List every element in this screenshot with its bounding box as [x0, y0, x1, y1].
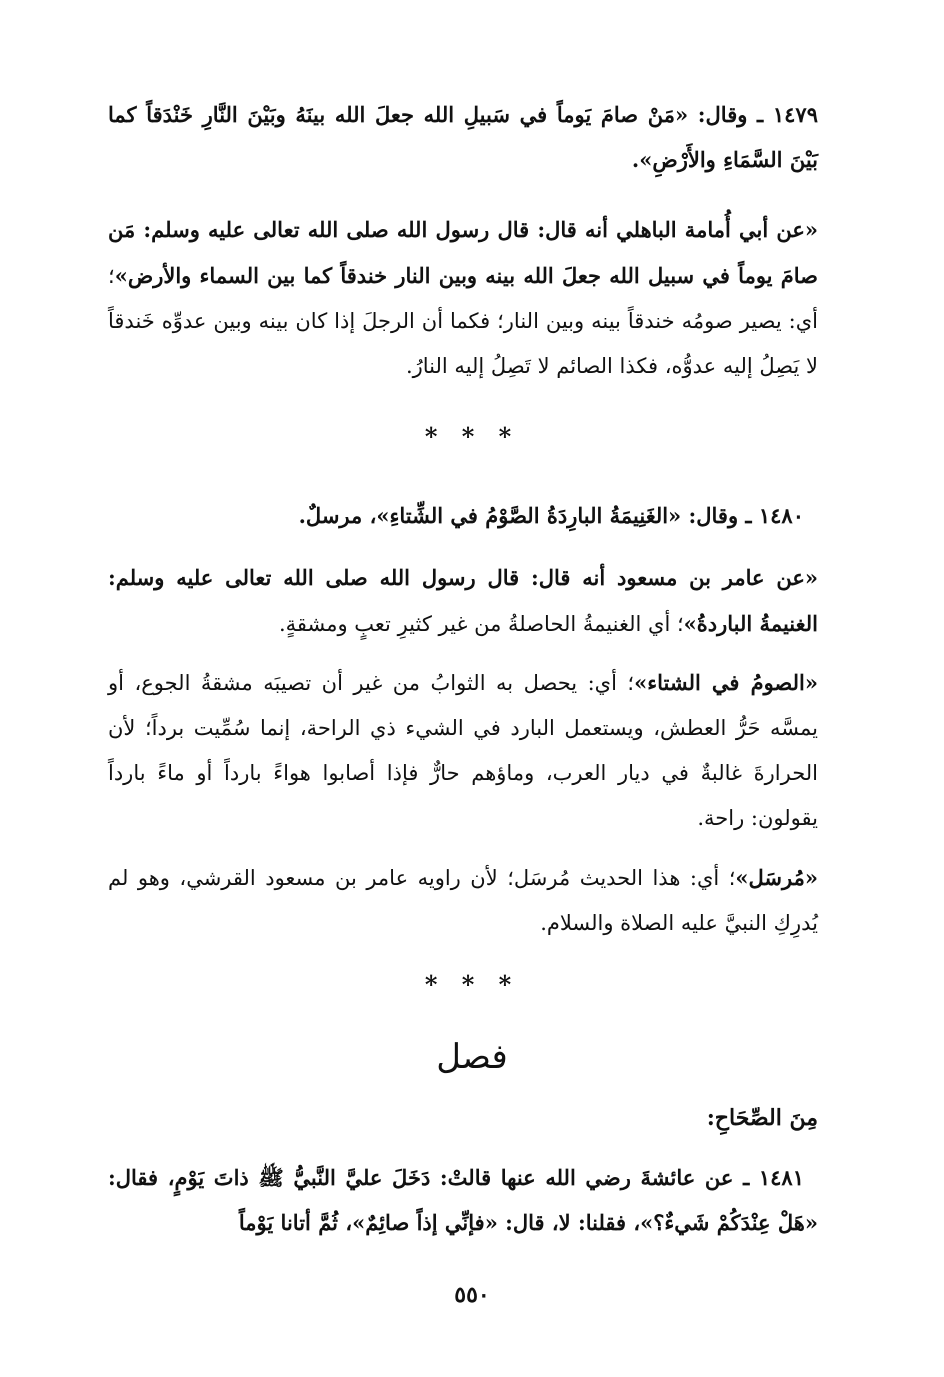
section-heading: فصل — [436, 1037, 508, 1077]
hadith-number: ١٤٨٠ — [758, 503, 804, 528]
hadith-intro: ـ وقال: — [681, 503, 759, 528]
commentary-1479 — [108, 207, 818, 389]
hadith-suffix: ، مرسلٌ. — [298, 503, 377, 528]
commentary-quote: «عن أبي أُمامة الباهلي أنه قال: قال رسول الله صلى الله تعالى عليه وسلم: مَن صامَ يوماً في سبيل الله جعلَ الله بينه وبين النار خندقاً كما بين السماء والأرض» — [108, 217, 818, 288]
commentary-quote: «الصومُ في الشتاء» — [634, 670, 818, 695]
commentary-explanation: ؛ أي الغنيمةُ الحاصلةُ من غير كثيرِ تعبٍ ومشقةٍ. — [278, 612, 684, 636]
commentary-1480-part-1 — [108, 555, 818, 647]
commentary-explanation: ؛ أي: هذا الحديث مُرسَل؛ لأن راويه عامر بن مسعود القرشي، وهو لم يُدرِكِ النبيَّ عليه الصلاة والسلام. — [108, 866, 818, 935]
commentary-explanation: ؛ أي: يصير صومُه خندقاً بينه وبين النار؛ فكما أن الرجلَ إذا كان بينه وبين عدوِّه خَندقاً لا يَصِلُ إليه عدوُّه، فكذا الصائم لا تَصِلُ إليه النارُ. — [108, 264, 818, 378]
page-number: ٥٥٠ — [454, 1282, 490, 1308]
commentary-explanation: ؛ أي: يحصل به الثوابُ من غير أن تصيبَه مشقةُ الجوع، أو يمسَّه حَرُّ العطش، ويستعمل البارد في الشيء ذي الراحة، إنما سُمِّيت برداً؛ لأن الحرارةَ غالبةٌ في ديار العرب، وماؤهم حارٌّ فإذا أصابوا هواءً بارداً أو ماءً بارداً يقولون: راحة. — [108, 671, 818, 830]
hadith-intro: ـ وقال: — [688, 102, 773, 127]
hadith-1480 — [108, 493, 818, 538]
section-divider: * * * — [424, 970, 520, 999]
subheading: مِنَ الصِّحَاحِ: — [706, 1105, 818, 1131]
commentary-1480-part-2 — [108, 660, 818, 841]
hadith-number: ١٤٧٩ — [772, 102, 818, 127]
commentary-quote: «مُرسَل» — [735, 865, 818, 890]
commentary-1480-part-3 — [108, 855, 818, 946]
section-divider: * * * — [424, 422, 520, 451]
hadith-1481 — [108, 1155, 818, 1245]
hadith-intro: ـ عن عائشةَ رضي الله عنها قالتْ: — [430, 1165, 759, 1190]
hadith-number: ١٤٨١ — [758, 1165, 804, 1190]
hadith-text: دَخَلَ عليَّ النَّبيُّ ﷺ ذاتَ يَوْمٍ، فقال: «هَلْ عِنْدَكُمْ شَيءٌ؟»، فقلنا: لا، قال: «فإنِّي إذاً صائِمٌ»، ثُمَّ أتانا يَوْماً — [108, 1165, 818, 1235]
hadith-1479 — [108, 92, 818, 182]
hadith-text: «مَنْ صامَ يَوماً في سَبيلِ الله جعلَ الله بينَهُ وبَيْنَ النَّارِ خَنْدَقاً كما بَيْنَ السَّمَاءِ والأَرْضِ». — [108, 102, 818, 172]
commentary-quote: «عن عامر بن مسعود أنه قال: قال رسول الله صلى الله تعالى عليه وسلم: الغنيمةُ الباردةُ» — [108, 565, 818, 636]
hadith-text: «الغَنِيمَةُ البارِدَةُ الصَّوْمُ في الشِّتاءِ» — [376, 503, 682, 528]
